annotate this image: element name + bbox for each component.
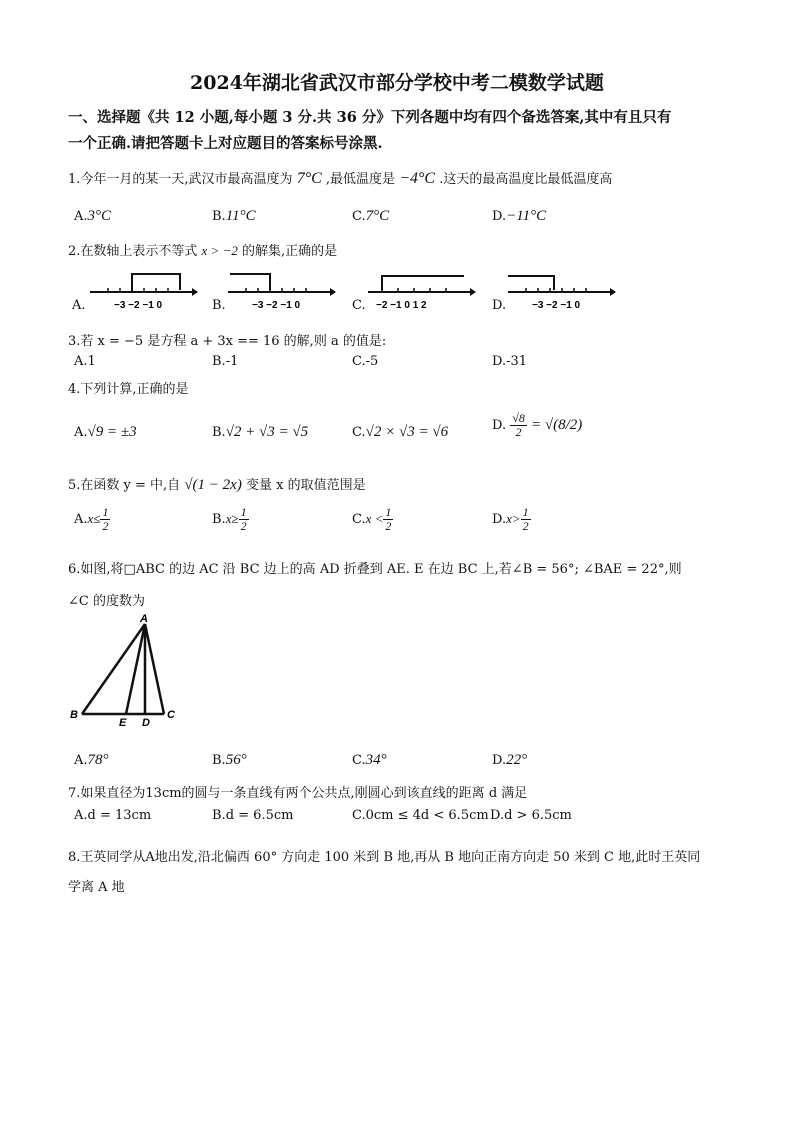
q5-option-d[interactable] (492, 506, 531, 533)
half-fraction (239, 506, 249, 533)
q2-c-ticks: −2 −1 0 1 2 (376, 300, 427, 311)
q5-stem-b: 变量 x 的取值范围是 (245, 478, 366, 493)
option-label: B. (212, 512, 226, 527)
option-label: A. (74, 425, 88, 440)
q2-option-b-label[interactable]: B. (212, 298, 226, 313)
option-relation: x≥ (225, 511, 239, 526)
section-header-line2: 一个正确.请把答题卡上对应题目的答案标号涂黑. (68, 135, 383, 152)
half-fraction (521, 506, 531, 533)
option-label: D. (492, 753, 507, 768)
option-value: -5 (365, 354, 379, 369)
fraction-denominator: 2 (102, 519, 109, 533)
q4-d-fraction (510, 412, 527, 439)
q1-stem-b: ,最低温度是 (325, 172, 396, 187)
option-label: D. (492, 512, 507, 527)
option-value: d > 6.5cm (504, 808, 572, 823)
q6-option-a[interactable] (74, 752, 109, 769)
option-value: 1 (87, 354, 96, 369)
option-value: -31 (506, 354, 528, 369)
q7-option-c[interactable] (352, 808, 489, 823)
question-8-line2: 学离 A 地 (68, 880, 125, 895)
fraction-numerator: 1 (522, 505, 529, 519)
option-relation: x≤ (87, 511, 101, 526)
q4-option-b[interactable] (212, 424, 308, 441)
fraction-denominator: 2 (240, 519, 247, 533)
option-relation: x < (365, 511, 384, 526)
q2-number-line-d (506, 268, 616, 312)
side-ac (145, 624, 164, 714)
q2-number-line-c (366, 268, 476, 312)
half-fraction (100, 506, 110, 533)
vertex-label-a: A (140, 613, 148, 625)
option-label: D. (492, 209, 507, 224)
option-label: B. (212, 425, 226, 440)
option-label: D. (492, 418, 507, 433)
option-label: B. (212, 209, 226, 224)
option-value: 22° (506, 752, 528, 768)
option-label: B. (212, 354, 226, 369)
question-3-stem: 3.若 x = −5 是方程 a + 3x == 16 的解,则 a 的值是: (68, 334, 387, 349)
q2-option-c-label[interactable]: C. (352, 298, 366, 313)
q2-inequality: x > −2 (201, 243, 238, 258)
q6-option-c[interactable] (352, 752, 387, 769)
option-value: −11°C (506, 208, 547, 224)
q5-expression: √(1 − 2x) (184, 477, 242, 493)
question-7-stem: 7.如果直径为13cm的圆与一条直线有两个公共点,刚圆心到该直线的距离 d 满足 (68, 786, 528, 801)
q1-option-b[interactable] (212, 208, 256, 225)
q7-option-b[interactable] (212, 808, 293, 823)
fraction-denominator: 2 (385, 519, 392, 533)
question-4-stem: 4.下列计算,正确的是 (68, 382, 189, 397)
option-value: d = 13cm (87, 808, 152, 823)
q3-option-b[interactable] (212, 354, 238, 369)
q2-option-d-label[interactable]: D. (492, 298, 507, 313)
option-label: B. (212, 808, 226, 823)
option-label: A. (74, 512, 88, 527)
q1-stem-a: 1.今年一月的某一天,武汉市最高温度为 (68, 172, 293, 187)
q5-option-b[interactable] (212, 506, 249, 533)
option-label: C. (352, 209, 366, 224)
q7-option-d[interactable] (490, 808, 572, 823)
q2-option-a-label[interactable]: A. (72, 298, 86, 313)
option-label: C. (352, 753, 366, 768)
fraction-denominator: 2 (522, 519, 529, 533)
vertex-label-e: E (119, 717, 127, 729)
q5-option-a[interactable] (74, 506, 110, 533)
option-label: C. (352, 425, 366, 440)
section-header-line1: 一、选择题《共 12 小题,每小题 3 分.共 36 分》下列各题中均有四个备选答案,其中有且只有 (68, 109, 672, 126)
option-label: A. (74, 753, 88, 768)
q1-low-temp: −4°C (399, 170, 436, 187)
option-label: C. (352, 354, 366, 369)
vertex-label-d: D (142, 717, 150, 729)
q2-number-line-a (88, 268, 198, 312)
question-6-line1: 6.如图,将□ABC 的边 AC 沿 BC 边上的高 AD 折叠到 AE. E 在边 BC 上,若∠B = 56°; ∠BAE = 22°,则 (68, 562, 682, 577)
option-value: 3°C (87, 208, 112, 224)
q1-option-a[interactable] (74, 208, 111, 225)
option-value: √2 × √3 = √6 (365, 424, 449, 440)
q4-option-d[interactable] (492, 412, 582, 439)
option-value: √9 = ±3 (87, 424, 137, 440)
option-label: D. (490, 808, 505, 823)
option-value: 56° (225, 752, 247, 768)
q4-option-a[interactable] (74, 424, 137, 441)
option-label: A. (74, 209, 88, 224)
option-relation: x> (506, 511, 521, 526)
fraction-numerator: 1 (240, 505, 247, 519)
q3-option-d[interactable] (492, 354, 527, 369)
q2-b-ticks: −3 −2 −1 0 (252, 300, 301, 311)
question-8-line1: 8.王英同学从A地出发,沿北偏西 60° 方向走 100 米到 B 地,再从 B 地向正南方向走 50 米到 C 地,此时王英同 (68, 850, 701, 865)
fraction-denominator: 2 (515, 425, 522, 439)
q5-stem-a: 5.在函数 y = 中,自 (68, 478, 181, 493)
fraction-numerator: 1 (102, 505, 109, 519)
q1-option-c[interactable] (352, 208, 389, 225)
option-value: 11°C (225, 208, 256, 224)
option-label: D. (492, 354, 507, 369)
q3-option-c[interactable] (352, 354, 378, 369)
option-label: C. (352, 512, 366, 527)
question-6-line2: ∠C 的度数为 (68, 594, 145, 609)
q3-option-a[interactable] (74, 354, 96, 369)
q2-stem-b: 的解集,正确的是 (242, 244, 338, 259)
q1-option-d[interactable] (492, 208, 546, 225)
page-title: 2024年湖北省武汉市部分学校中考二模数学试题 (190, 72, 604, 94)
q6-option-d[interactable] (492, 752, 527, 769)
fraction-numerator: 1 (385, 505, 392, 519)
question-1-stem (68, 168, 612, 188)
vertex-label-b: B (70, 709, 78, 721)
option-label: A. (74, 808, 88, 823)
q4-d-rhs: = √(8/2) (530, 417, 583, 433)
q4-option-c[interactable] (352, 424, 448, 441)
question-5-stem (68, 474, 366, 494)
question-2-stem (68, 240, 337, 259)
option-value: √2 + √3 = √5 (225, 424, 309, 440)
q1-high-temp: 7°C (296, 170, 322, 187)
q6-triangle-figure (68, 610, 188, 730)
option-value: 34° (365, 752, 387, 768)
option-value: -1 (225, 354, 239, 369)
q2-number-line-b (226, 268, 336, 312)
q2-a-ticks: −3 −2 −1 0 (114, 300, 163, 311)
option-value: 7°C (365, 208, 390, 224)
vertex-label-c: C (167, 709, 175, 721)
q2-stem-a: 2.在数轴上表示不等式 (68, 244, 198, 259)
option-value: d = 6.5cm (225, 808, 294, 823)
option-label: B. (212, 753, 226, 768)
q1-stem-c: .这天的最高温度比最低温度高 (439, 172, 613, 187)
option-value: 78° (87, 752, 109, 768)
half-fraction (383, 506, 393, 533)
q7-option-a[interactable] (74, 808, 151, 823)
option-label: A. (74, 354, 88, 369)
option-value: 0cm ≤ 4d < 6.5cm (365, 808, 489, 823)
q5-option-c[interactable] (352, 506, 393, 533)
q2-d-ticks: −3 −2 −1 0 (532, 300, 581, 311)
option-label: C. (352, 808, 366, 823)
q6-option-b[interactable] (212, 752, 247, 769)
fraction-numerator: √8 (512, 411, 525, 425)
